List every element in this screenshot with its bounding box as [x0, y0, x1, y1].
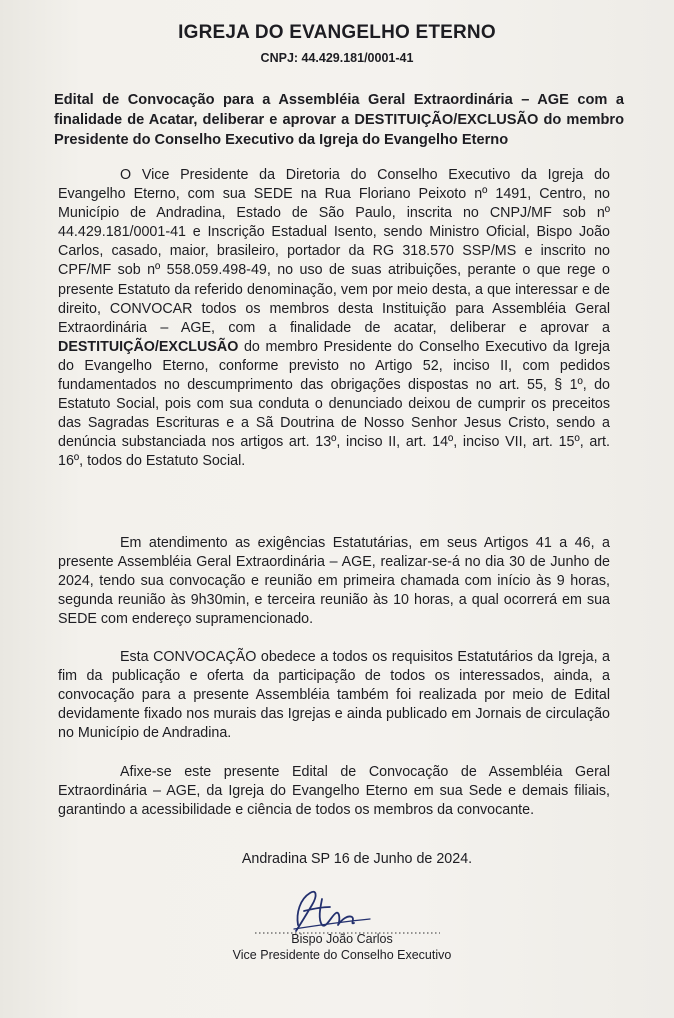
- paragraph-convocation-bold: DESTITUIÇÃO/EXCLUSÃO: [58, 338, 239, 355]
- date-line: Andradina SP 16 de Junho de 2024.: [241, 851, 473, 867]
- paragraph-convocation-text-1: O Vice Presidente da Diretoria do Conselho Executivo da Igreja do Evangelho Eterno, com sua SEDE na Rua Floriano Peixoto nº 1491, Centro, no Município de Andradina, Estado de São Paulo, inscrita no CNPJ/MF sob nº 44.429.181/0001-41 e Inscrição Estadual Isento, sendo Ministro Oficial, Bispo João Carlos, casado, maior, brasileiro, portador da RG 318.570 SSP/MS e inscrito no CPF/MF sob nº 558.059.498-49, no uso de suas atribuições, perante o que rege o presente Estatuto da referido denominação, vem por meio desta, a que interessar e de direito, CONVOCAR todos os membros desta Instituição para Assembléia Geral Extraordinária – AGE, com a finalidade de acatar, deliberar e aprovar a: [58, 167, 610, 336]
- paragraph-requirements: Esta CONVOCAÇÃO obedece a todos os requisitos Estatutários da Igreja, a fim da publicação e oferta da participação de todos os interessados, ainda, a convocação para a presente Assembléia também foi realizada por meio de Edital devidamente fixado nos murais das Igrejas e ainda publicado em Jornais de circulação no Município de Andradina.: [58, 649, 610, 742]
- paragraph-publication: Afixe-se este presente Edital de Convocação de Assembléia Geral Extraordinária – AGE, da Igreja do Evangelho Eterno em sua Sede e demais filiais, garantindo a acessibilidade e ciência de todos os membros da convocante.: [58, 764, 610, 819]
- signatory-role: Vice Presidente do Conselho Executivo: [232, 948, 452, 962]
- paragraph-schedule: Em atendimento as exigências Estatutárias, em seus Artigos 41 a 46, a presente Assembléia Geral Extraordinária – AGE, realizar-se-á no dia 30 de Junho de 2024, tendo sua convocação e reunião em primeira chamada com início às 9 horas, segunda reunião às 9h30min, e terceira reunião às 10 horas, a qual ocorrerá em sua SEDE com endereço supramencionado.: [58, 535, 610, 628]
- cnpj-line: CNPJ: 44.429.181/0001-41: [260, 51, 414, 65]
- signatory-name: Bispo João Carlos: [291, 932, 393, 946]
- document-title: IGREJA DO EVANGELHO ETERNO: [178, 22, 496, 43]
- paragraph-convocation-text-2: do membro Presidente do Conselho Executivo da Igreja do Evangelho Eterno, conforme previsto no Artigo 52, inciso II, com pedidos fundamentados no descumprimento das obrigações dispostas no art. 55, § 1º, do Estatuto Social, pois com sua conduta o denunciado deixou de cumprir os preceitos das Sagradas Escrituras e a Sã Doutrina de Nosso Senhor Jesus Cristo, sendo a denúncia substanciada nos artigos art. 13º, inciso II, art. 14º, inciso VII, art. 15º, art. 16º, todos do Estatuto Social.: [58, 338, 610, 470]
- paragraph-convocation: [58, 166, 610, 472]
- edital-subject: Edital de Convocação para a Assembléia Geral Extraordinária – AGE com a finalidade de Acatar, deliberar e aprovar a DESTITUIÇÃO/EXCLUSÃO do membro Presidente do Conselho Executivo da Igreja do Evangelho Eterno: [54, 92, 624, 148]
